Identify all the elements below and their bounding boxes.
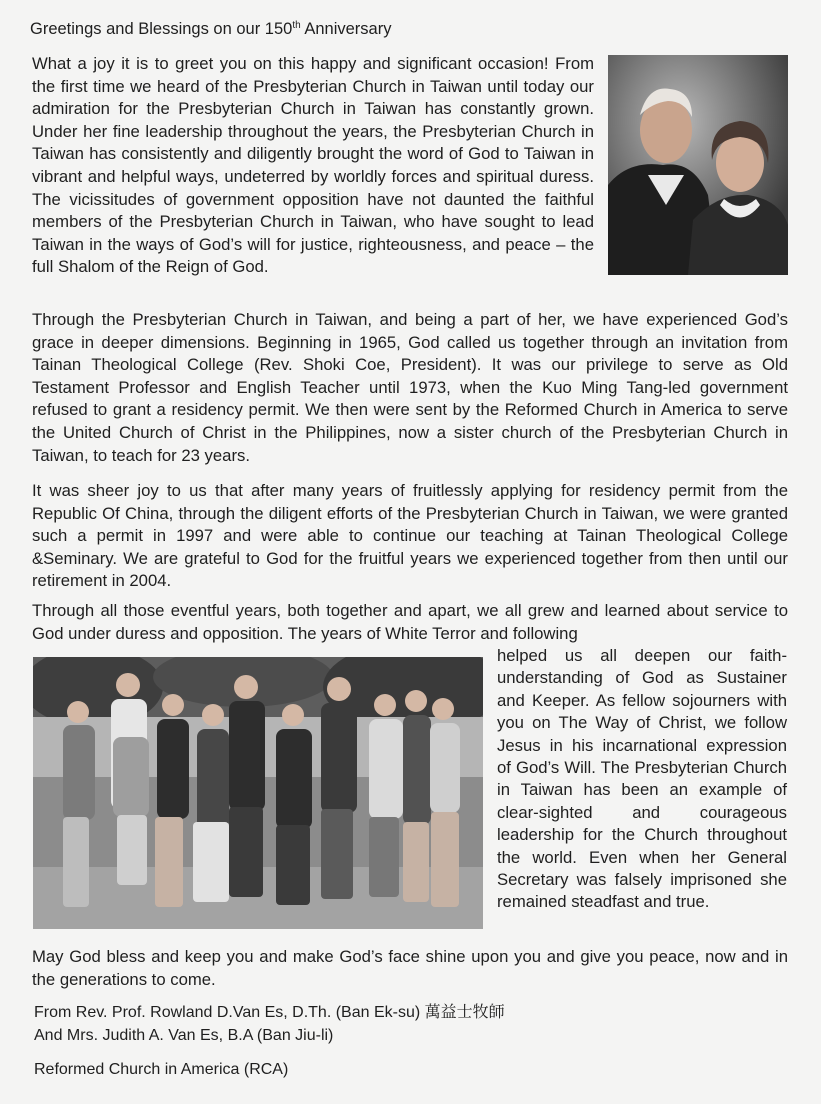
paragraph-4-continued: helped us all deepen our faith-understanding of God as Sustainer and Keeper. As fellow sojourners with you on The Way of Christ, we follow Jesus in his incarnational expression of God’s Will. The Presbyterian Church in Taiwan has been an example of clear-sighted and courageous leadership for the Church throughout the world. Even when her General Secretary was falsely imprisoned she remained steadfast and true. xyxy=(497,646,787,912)
paragraph-2: Through the Presbyterian Church in Taiwan, and being a part of her, we have experienced God’s grace in deeper dimensions. Beginning in 1965, God called us together through an invitation from Tainan Theological College (Rev. Shoki Coe, President). It was our privilege to serve as Old Testament Professor and English Teacher until 1973, when the Kuo Ming Tang-led government refused to grant a residency permit. We then were sent by the Reformed Church in America to serve the United Church of Christ in the Philippines, now a sister church of the Presbyterian Church in Taiwan, to teach for 23 years. xyxy=(32,310,788,465)
paragraph-4-intro: Through all those eventful years, both together and apart, we all grew and learned about service to God under duress and opposition. The years of White Terror and following xyxy=(32,601,788,643)
family-group-drawing xyxy=(33,657,483,929)
paragraph-1: What a joy it is to greet you on this happy and significant occasion! From the first time we heard of the Presbyterian Church in Taiwan until today our admiration for the Presbyterian Church in Taiwan has constantly grown. Under her fine leadership throughout the years, the Presbyterian Church in Taiwan has consistently and diligently brought the word of God to Taiwan in vibrant and helpful ways, undeterred by worldly forces and spiritual duress. The vicissitudes of government opposition have not daunted the faithful members of the Presbyterian Church in Taiwan, who have sought to lead Taiwan in the ways of God’s will for justice, righteousness, and peace – the full Shalom of the Reign of God. xyxy=(32,54,594,277)
signature-organization: Reformed Church in America (RCA) xyxy=(34,1061,289,1078)
signature-line-1: From Rev. Prof. Rowland D.Van Es, D.Th. (Ban Ek-su) 萬益士牧師 xyxy=(34,1004,505,1021)
title-rest: Anniversary xyxy=(300,20,392,38)
family-group-photo xyxy=(33,657,483,929)
couple-portrait-drawing xyxy=(608,55,788,275)
couple-portrait-photo xyxy=(608,55,788,275)
title-text: Greetings and Blessings on our 150 xyxy=(30,20,293,38)
paragraph-3: It was sheer joy to us that after many years of fruitlessly applying for residency permit from the Republic Of China, through the diligent efforts of the Presbyterian Church in Taiwan, we were granted such a permit in 1997 and were able to continue our teaching at Tainan Theological College &Seminary. We are grateful to God for the fruitful years we experienced together from then until our retirement in 2004. xyxy=(32,481,788,591)
paragraph-5-blessing: May God bless and keep you and make God’s face shine upon you and give you peace, now and in the generations to come. xyxy=(32,947,788,989)
signature-line-2: And Mrs. Judith A. Van Es, B.A (Ban Jiu-li) xyxy=(34,1027,334,1044)
title-superscript: th xyxy=(292,20,301,31)
page-title xyxy=(30,19,391,39)
